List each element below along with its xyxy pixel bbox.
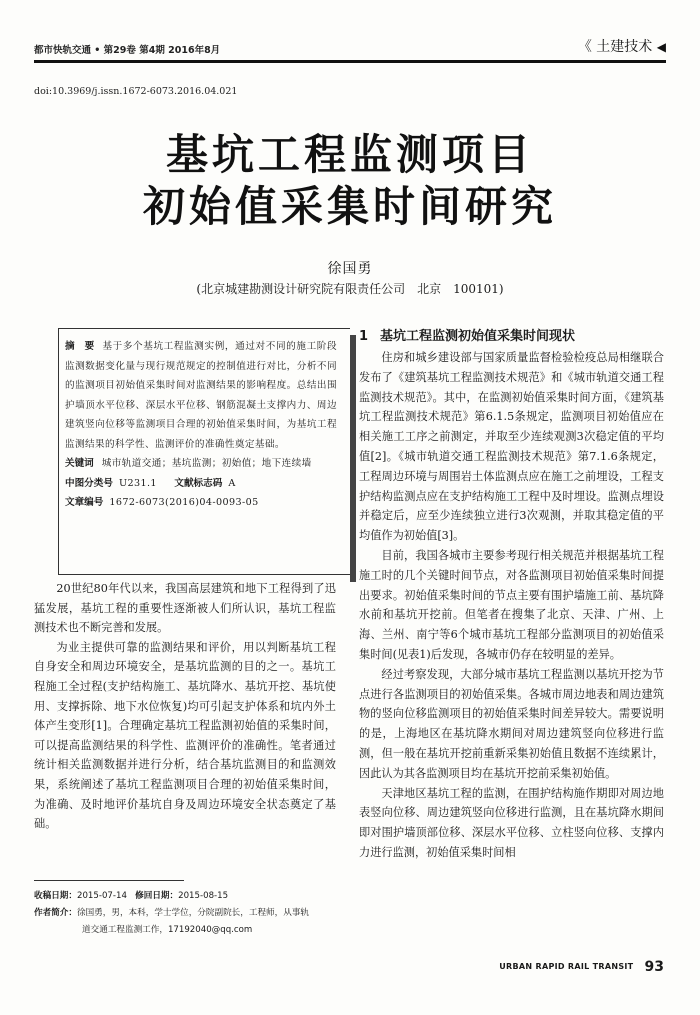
body-paragraph-3: 经过考察发现，大部分城市基坑工程监测以基坑开挖为节点进行各监测项目的初始值采集。各城市周边地表和周边建筑物的竖向位移监测项目的初始值采集时间差异较大。需要说明的是，上海地区在基坑降水期间对周边建筑竖向位移进行监测，但一般在基坑开挖前重新采集初始值且数据不连续累计，因此认为其各监测项目均在基坑开挖前采集初始值。 [359, 667, 664, 780]
classification-line [65, 474, 337, 493]
article-number-line [65, 493, 337, 512]
keywords-label: 关键词 [65, 458, 94, 469]
page-number: 93 [644, 958, 664, 975]
intro-paragraph-1: 20世纪80年代以来，我国高层建筑和地下工程得到了迅猛发展，基坑工程的重要性逐渐被人们所认识，基坑工程监测技术也不断完善和发展。 [34, 582, 336, 635]
title-line-1: 基坑工程监测项目 [165, 130, 534, 179]
author-bio-line [34, 905, 338, 922]
doc-code-label: 文献标志码 [174, 477, 223, 489]
body-paragraph-2: 目前，我国各城市主要参考现行相关规范并根据基坑工程施工时的几个关键时间节点，对各监测项目初始值采集时间提出要求。初始值采集时间的节点主要有围护墙施工前、基坑降水前和基坑开挖前。但笔者在搜集了北京、天津、广州、上海、兰州、南宁等6个城市基坑工程部分监测项目的初始值采集时间(见表1)后发现，各城市仍存在较明显的差异。 [359, 548, 664, 661]
abstract-paragraph [65, 337, 337, 454]
author-bio-text-1: 徐国勇，男，本科，学士学位，分院副院长，工程师，从事轨 [76, 908, 310, 918]
clc-value: U231.1 [118, 477, 157, 489]
abstract-box [58, 328, 350, 575]
section-tag [578, 36, 666, 56]
keywords-text: 城市轨道交通；基坑监测；初始值；地下连续墙 [101, 458, 312, 469]
abstract-label: 摘 要 [65, 341, 95, 352]
received-label: 收稿日期： [34, 891, 77, 901]
received-date: 2015-07-14 [76, 891, 127, 901]
abstract-text: 基于多个基坑工程监测实例，通过对不同的施工阶段监测数据变化量与现行规范规定的控制值进行对比，分析不同的监测项目初始值采集时间对监测结果的影响程度。总结出围护墙顶水平位移、深层水平位移、钢筋混凝土支撑内力、周边建筑竖向位移等监测项目合理的初始值采集时间，为基坑工程监测结果的科学性、监测评价的准确性奠定基础。 [65, 341, 338, 450]
section-number: 1 [359, 329, 369, 344]
intro-paragraph-2: 为业主提供可靠的监测结果和评价，用以判断基坑工程自身安全和周边环境安全，是基坑监测的目的之一。基坑工程施工全过程(支护结构施工、基坑降水、基坑开挖、基坑使用、支撑拆除、地下水位恢复)均可引起支护体系和坑内外土体产生变形[1]。合理确定基坑工程监测初始值的采集时间，可以提高监测结果的科学性、监测评价的准确性。笔者通过统计相关监测数据并进行分析，结合基坑监测目的和监测效果，系统阐述了基坑工程监测项目合理的初始值采集时间，为准确、及时地评价基坑自身及周边环境安全状态奠定了基础。 [34, 640, 336, 831]
header-rule [34, 60, 666, 63]
doi: doi:10.3969/j.issn.1672-6073.2016.04.021 [34, 86, 238, 97]
revised-label: 修回日期： [135, 891, 179, 901]
right-column [359, 326, 664, 863]
section-heading [359, 326, 664, 348]
page-footer [499, 956, 664, 975]
body-paragraph-1: 住房和城乡建设部与国家质量监督检验检疫总局相继联合发布了《建筑基坑工程监测技术规范》和《城市轨道交通工程监测技术规范》。其中，在监测初始值采集时间方面，《建筑基坑工程监测技术规范》第6.1.5条规定，监测项目初始值应在相关施工工序之前测定，并取至少连续观测3次稳定值的平均值[2]。《城市轨道交通工程监测技术规范》第7.1.6条规定，工程周边环境与周围岩土体监测点应在施工之前埋设，工程支护结构监测点应在支护结构施工工程中及时埋设。监测点埋设并稳定后，应至少连续独立进行3次观测，并取其稳定值的平均值作为初始值[3]。 [359, 351, 664, 543]
section-tag-label: 《 土建技术 [577, 39, 653, 55]
title-line-2: 初始值采集时间研究 [142, 182, 557, 231]
running-head [34, 36, 666, 56]
author-affiliation: (北京城建勘测设计研究院有限责任公司 北京 100101) [196, 282, 504, 296]
dates-line [34, 888, 338, 905]
author-bio-label: 作者简介： [34, 908, 77, 918]
footer-journal-name: URBAN RAPID RAIL TRANSIT [499, 962, 634, 971]
journal-info: 都市快轨交通 • 第29卷 第4期 2016年8月 [34, 45, 221, 56]
author-bio-continuation: 道交通工程监测工作，17192040@qq.com [82, 925, 253, 935]
keywords-line [65, 454, 337, 474]
author-name: 徐国勇 [327, 261, 373, 277]
left-column [34, 579, 336, 834]
section-title: 基坑工程监测初始值采集时间现状 [380, 329, 576, 344]
footnote-rule [34, 880, 184, 881]
body-paragraph-4: 天津地区基坑工程的监测，在围护结构施作期即对周边地表竖向位移、周边建筑竖向位移进行监测，且在基坑降水期间即对围护墙顶部位移、深层水平位移、立柱竖向位移、支撑内力进行监测，初始值采集时间相 [359, 786, 664, 859]
triangle-left-icon: ◀ [656, 40, 666, 54]
clc-label: 中图分类号 [65, 477, 113, 489]
footnote [34, 888, 338, 939]
article-no-value: 1672-6073(2016)04-0093-05 [109, 496, 259, 508]
abstract-content [65, 337, 337, 512]
article-no-label: 文章编号 [65, 496, 104, 508]
revised-date: 2015-08-15 [178, 891, 229, 901]
doc-code-value: A [228, 477, 236, 489]
